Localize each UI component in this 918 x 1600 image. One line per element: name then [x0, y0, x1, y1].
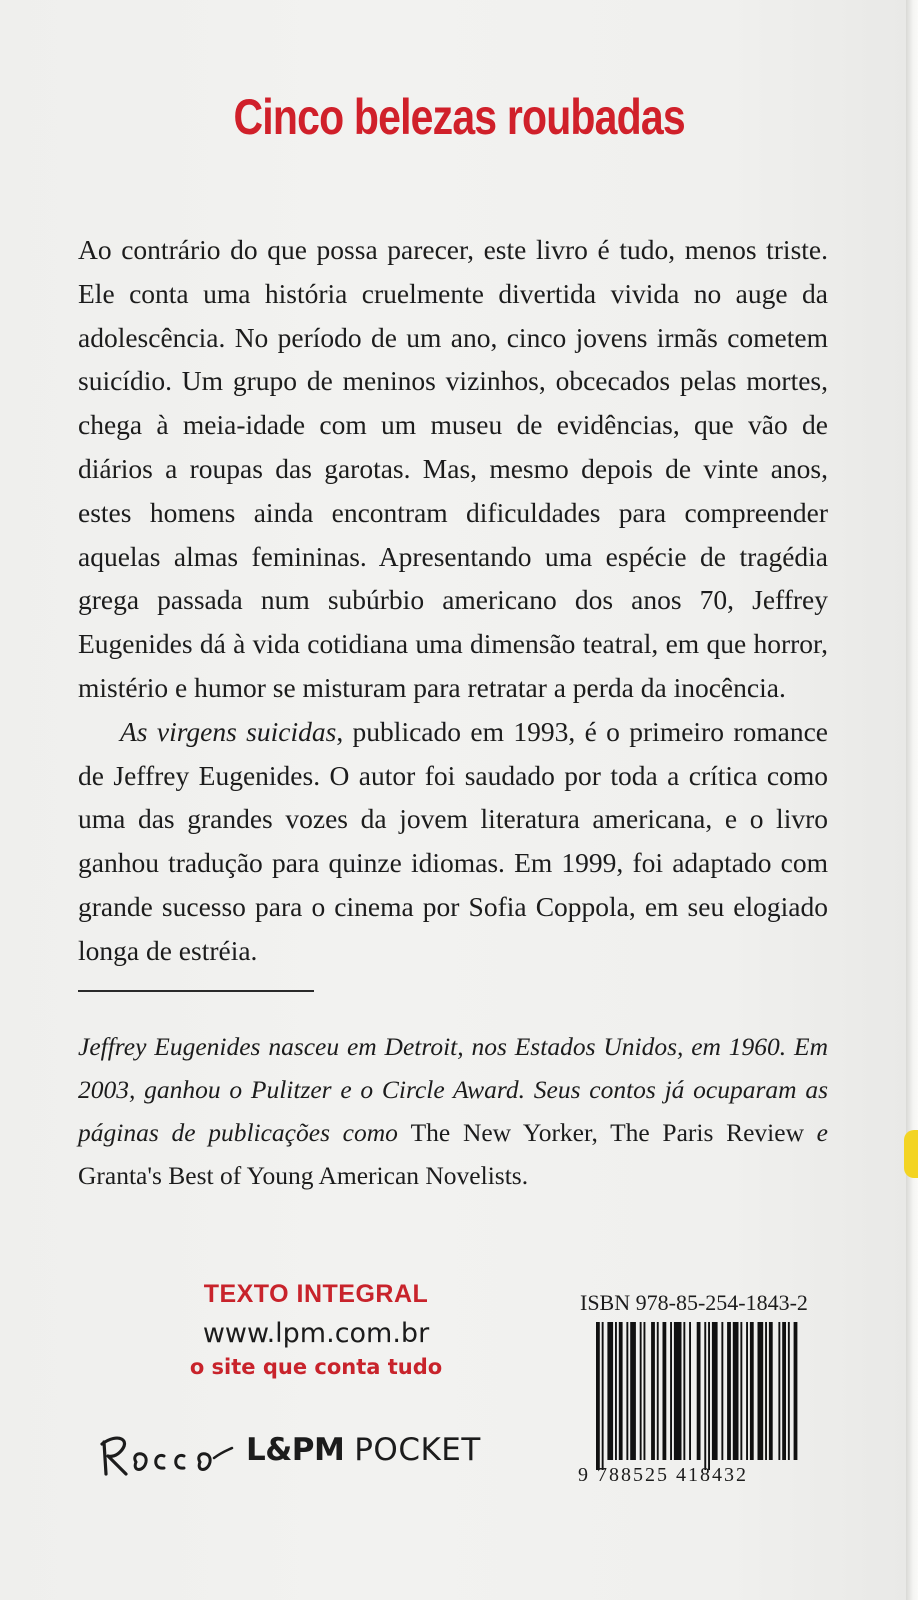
barcode-bar — [746, 1322, 748, 1460]
barcode-bar — [630, 1322, 636, 1460]
barcode-bar — [727, 1322, 731, 1460]
barcode-bar — [683, 1322, 685, 1460]
website-url[interactable]: www.lpm.com.br — [202, 1318, 430, 1349]
yellow-tab — [904, 1130, 918, 1178]
barcode-bar — [596, 1322, 600, 1470]
barcode-bar — [663, 1322, 667, 1460]
synopsis — [78, 228, 828, 973]
author-bio-text: Jeffrey Eugenides nasceu em Detroit, nos Estados Unidos, em 1960. Em 2003, ganhou o Pulitzer e o Circle Award. Seus contos já ocuparam as páginas de publicações como — [78, 1032, 828, 1147]
texto-integral-label: TEXTO INTEGRAL — [203, 1280, 429, 1308]
barcode-bar — [794, 1322, 798, 1460]
barcode-bar — [689, 1322, 691, 1460]
barcode-bar — [644, 1322, 646, 1460]
book-title: Cinco belezas roubadas — [233, 89, 685, 145]
barcode-bar — [657, 1322, 659, 1460]
barcode-bar — [651, 1322, 655, 1460]
synopsis-paragraph-2 — [78, 710, 828, 973]
barcode-bar — [750, 1322, 754, 1460]
barcode-bar — [778, 1322, 780, 1460]
isbn-label: ISBN 978-85-254-1843-2 — [580, 1290, 808, 1315]
barcode-digits: 9 788525 418432 — [578, 1464, 748, 1486]
cover-edge — [906, 0, 918, 1600]
barcode-bar — [740, 1322, 742, 1460]
barcode-bar — [758, 1322, 764, 1460]
publication-joiner: e — [803, 1118, 828, 1147]
barcode-bar — [607, 1322, 613, 1460]
novel-title: As virgens suicidas — [120, 715, 337, 747]
barcode-bar — [704, 1322, 706, 1470]
barcode-bar — [721, 1322, 723, 1460]
barcode-bar — [708, 1322, 710, 1470]
synopsis-paragraph-2-text: , publicado em 1993, é o primeiro romance de Jeffrey Eugenides. O autor foi saudado por toda a crítica como uma das grandes vozes da jovem literatura americana, e o livro ganhou tradução para quinze idiomas. Em 1999, foi adaptado com grande sucesso para o cinema por Sofia Coppola, em seu elogiado longa de estréia. — [78, 715, 828, 966]
pocket-logo-text: POCKET — [354, 1432, 481, 1468]
barcode-bar — [615, 1322, 617, 1460]
rocco-logo — [96, 1422, 236, 1482]
lpm-logo-text: L&PM — [246, 1432, 345, 1468]
barcode-bar — [712, 1322, 718, 1460]
website-slogan: o site que conta tudo — [189, 1355, 443, 1379]
barcode-bar — [626, 1322, 628, 1460]
barcode-bar — [640, 1322, 642, 1460]
barcode-bar — [674, 1322, 682, 1460]
barcode-bar — [697, 1322, 701, 1460]
publication-1: The New Yorker, The Paris Review — [410, 1118, 804, 1147]
author-bio — [78, 1025, 828, 1197]
barcode-bar — [619, 1322, 623, 1460]
barcode-bars — [596, 1322, 797, 1470]
barcode-bar — [769, 1322, 773, 1460]
synopsis-paragraph-1: Ao contrário do que possa parecer, este livro é tudo, menos triste. Ele conta uma história cruelmente divertida vivida no auge da adolescência. No período de um ano, cinco jovens irmãs cometem suicídio. Um grupo de meninos vizinhos, obcecados pelas mortes, chega à meia-idade com um museu de evidências, que vão de diários a roupas das garotas. Mas, mesmo depois de vinte anos, estes homens ainda encontram dificuldades para compreender aquelas almas femininas. Apresentando uma espécie de tragédia grega passada num subúrbio americano dos anos 70, Jeffrey Eugenides dá à vida cotidiana uma dimensão teatral, em que horror, mistério e humor se misturam para retratar a perda da inocência. — [78, 234, 828, 703]
publication-2: Granta's Best of Young American Novelists. — [78, 1161, 529, 1190]
barcode-bar — [765, 1322, 767, 1460]
barcode-bar — [782, 1322, 786, 1460]
barcode-bar — [788, 1322, 790, 1460]
barcode-bar — [670, 1322, 672, 1460]
barcode-bar — [733, 1322, 739, 1460]
barcode-bar — [602, 1322, 604, 1470]
divider-line — [78, 990, 314, 992]
lpm-pocket-logo — [246, 1432, 481, 1468]
